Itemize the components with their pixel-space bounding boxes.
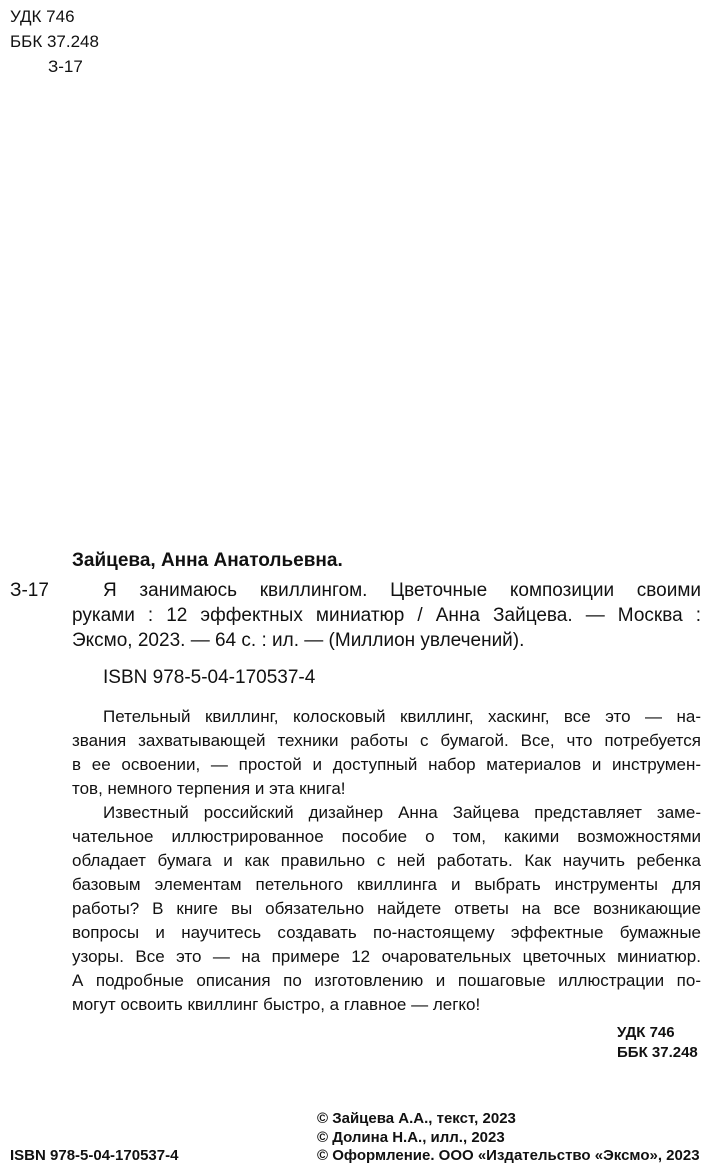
abstract-line-2: звания захватывающей техники работы с бумагой. Все, что потребуется	[72, 731, 701, 750]
author-mark-top: З-17	[48, 57, 83, 76]
udk-code-top: УДК 746	[10, 7, 75, 26]
copyright-text: © Зайцева А.А., текст, 2023	[317, 1110, 516, 1127]
abstract-line-8: базовым элементам петельного квиллинга и выбрать инструменты для	[72, 875, 701, 894]
abstract-line-10: вопросы и научитесь создавать по-настоящему эффектные бумажные	[72, 923, 701, 942]
description-line-3: Эксмо, 2023. — 64 с. : ил. — (Миллион увлечений).	[72, 630, 525, 651]
abstract-line-12: А подробные описания по изготовлению и пошаговые иллюстрации по-	[72, 971, 701, 990]
isbn-entry: ISBN 978-5-04-170537-4	[103, 667, 316, 688]
bbk-code-bottom: ББК 37.248	[617, 1044, 698, 1061]
abstract-line-5: Известный российский дизайнер Анна Зайцева представляет заме-	[103, 803, 701, 822]
description-line-2: руками : 12 эффектных миниатюр / Анна Зайцева. — Москва :	[72, 605, 701, 626]
abstract-line-3: в ее освоении, — простой и доступный набор материалов и инструмен-	[72, 755, 701, 774]
abstract-line-9: работы? В книге вы обязательно найдете ответы на все возникающие	[72, 899, 701, 918]
copyright-design: © Оформление. ООО «Издательство «Эксмо», 2023	[317, 1147, 700, 1164]
abstract-line-4: тов, немного терпения и эта книга!	[72, 779, 346, 798]
description-line-1: Я занимаюсь квиллингом. Цветочные композиции своими	[103, 580, 701, 601]
udk-code-bottom: УДК 746	[617, 1024, 675, 1041]
abstract-line-7: обладает бумага и как правильно с ней работать. Как научить ребенка	[72, 851, 701, 870]
author-mark-entry: З-17	[10, 580, 49, 601]
copyright-illustrations: © Долина Н.А., илл., 2023	[317, 1129, 505, 1146]
bbk-code-top: ББК 37.248	[10, 32, 99, 51]
abstract-line-11: узоры. Все это — на примере 12 очаровательных цветочных миниатюр.	[72, 947, 701, 966]
abstract-line-6: чательное иллюстрированное пособие о том, какими возможностями	[72, 827, 701, 846]
isbn-footer: ISBN 978-5-04-170537-4	[10, 1147, 179, 1164]
author-heading: Зайцева, Анна Анатольевна.	[72, 550, 343, 571]
abstract-line-13: могут освоить квиллинг быстро, а главное — легко!	[72, 995, 481, 1014]
abstract-line-1: Петельный квиллинг, колосковый квиллинг, хаскинг, все это — на-	[103, 707, 701, 726]
